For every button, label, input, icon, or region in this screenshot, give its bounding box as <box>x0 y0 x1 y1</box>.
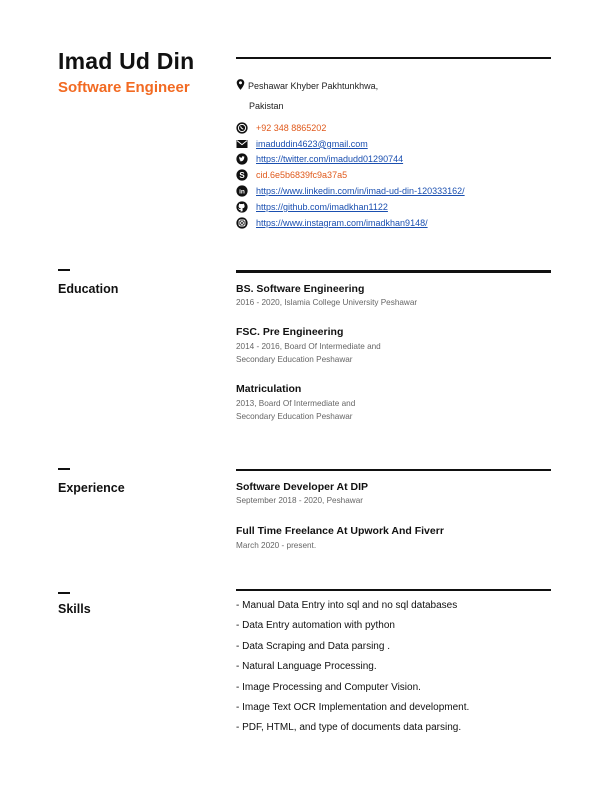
github-icon <box>236 201 248 213</box>
section-title-education: Education <box>58 282 119 296</box>
location-pin-icon <box>236 78 246 97</box>
education-detail-3-line-2: Secondary Education Peshawar <box>236 411 353 421</box>
contact-twitter <box>236 152 465 168</box>
contact-linkedin <box>236 183 465 199</box>
skill-item: - PDF, HTML, and type of documents data parsing. <box>236 722 462 734</box>
education-detail-3 <box>236 398 355 423</box>
contact-github <box>236 199 465 215</box>
svg-text:S: S <box>239 171 245 181</box>
section-title-experience: Experience <box>58 481 125 495</box>
instagram-link[interactable]: https://www.instagram.com/imadkhan9148/ <box>256 217 428 228</box>
linkedin-link[interactable]: https://www.linkedin.com/in/imad-ud-din-120333162/ <box>256 186 465 197</box>
address-line-2: Pakistan <box>249 101 284 111</box>
section-rule-education <box>236 270 551 273</box>
address-line-1 <box>236 77 378 97</box>
education-title-1: BS. Software Engineering <box>236 283 365 295</box>
header-rule <box>236 57 551 59</box>
resume-job-title: Software Engineer <box>58 79 190 96</box>
contact-skype <box>236 167 465 183</box>
whatsapp-icon <box>236 122 248 134</box>
section-dash-skills <box>58 592 70 594</box>
skype-icon <box>236 169 248 181</box>
education-detail-1-line-1: 2016 - 2020, Islamia College University Peshawar <box>236 298 418 307</box>
contact-list <box>236 120 465 231</box>
experience-title-2: Full Time Freelance At Upwork And Fiverr <box>236 525 444 537</box>
experience-detail-1: September 2018 - 2020, Peshawar <box>236 496 363 505</box>
phone-number[interactable]: +92 348 8865202 <box>256 122 327 133</box>
resume-name: Imad Ud Din <box>58 48 195 74</box>
email-icon <box>236 138 248 150</box>
skill-item: - Data Entry automation with python <box>236 620 395 632</box>
address-block <box>236 77 378 116</box>
email-link[interactable]: imaduddin4623@gmail.com <box>256 138 368 149</box>
education-title-2: FSC. Pre Engineering <box>236 326 344 338</box>
linkedin-icon <box>236 185 248 197</box>
section-rule-skills <box>236 589 551 591</box>
education-detail-2 <box>236 341 381 366</box>
contact-phone <box>236 120 465 136</box>
github-link[interactable]: https://github.com/imadkhan1122 <box>256 201 388 212</box>
education-detail-2-line-1: 2014 - 2016, Board Of Intermediate and <box>236 342 381 351</box>
svg-text:in: in <box>239 188 245 196</box>
skill-item: - Manual Data Entry into sql and no sql databases <box>236 600 458 611</box>
section-dash-experience <box>58 468 70 470</box>
twitter-icon <box>236 153 248 165</box>
contact-email <box>236 136 465 152</box>
education-detail-3-line-1: 2013, Board Of Intermediate and <box>236 399 356 408</box>
skill-item: - Image Processing and Computer Vision. <box>236 681 421 693</box>
twitter-link[interactable]: https://twitter.com/imadudd01290744 <box>256 154 404 165</box>
skill-item: - Natural Language Processing. <box>236 661 377 673</box>
experience-title-1: Software Developer At DIP <box>236 481 369 493</box>
education-title-3: Matriculation <box>236 383 302 395</box>
skill-item: - Data Scraping and Data parsing . <box>236 640 390 652</box>
section-dash-education <box>58 269 70 271</box>
section-title-skills: Skills <box>58 602 91 616</box>
experience-detail-2: March 2020 - present. <box>236 541 317 550</box>
section-rule-experience <box>236 469 551 471</box>
education-detail-2-line-2: Secondary Education Peshawar <box>236 354 353 364</box>
skill-item: - Image Text OCR Implementation and development. <box>236 701 470 713</box>
instagram-icon <box>236 217 248 229</box>
skype-id[interactable]: cid.6e5b6839fc9a37a5 <box>256 170 348 181</box>
contact-instagram <box>236 215 465 231</box>
education-detail-1 <box>236 297 417 310</box>
address-line-1-text: Peshawar Khyber Pakhtunkhwa, <box>248 81 379 91</box>
skills-list <box>236 598 469 741</box>
